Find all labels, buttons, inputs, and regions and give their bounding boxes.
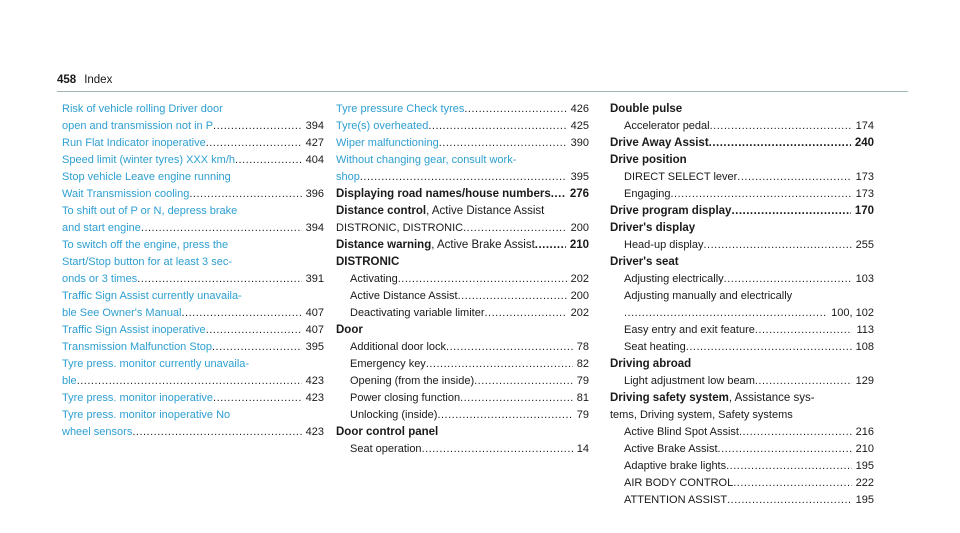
index-entry: [336, 305, 589, 322]
dot-leader: [212, 339, 302, 356]
dot-leader: [437, 407, 572, 424]
index-entry: [610, 339, 874, 356]
index-entry: [62, 424, 324, 441]
page-reference: 216: [855, 426, 874, 438]
entry-text: and start engine: [62, 222, 141, 234]
entry-text: Door control panel: [336, 426, 439, 438]
page-reference: 79: [576, 409, 589, 421]
dot-leader: [458, 288, 567, 305]
index-entry: [336, 254, 589, 271]
page-reference: 200: [570, 290, 589, 302]
index-entry: [610, 237, 874, 254]
index-entry: [62, 407, 324, 424]
entry-text: Accelerator pedal: [624, 120, 710, 132]
index-entry: [610, 169, 874, 186]
entry-text: Wiper malfunctioning: [336, 137, 439, 149]
entry-text: To switch off the engine, press the: [62, 239, 229, 251]
dot-leader: [77, 373, 302, 390]
entry-text: Door: [336, 324, 363, 336]
index-entry: [610, 203, 874, 220]
entry-text: Traffic Sign Assist inoperative: [62, 324, 206, 336]
header-divider: [57, 91, 908, 92]
dot-leader: [206, 135, 302, 152]
entry-text: Adjusting electrically: [624, 273, 724, 285]
entry-text: Adaptive brake lights: [624, 460, 727, 472]
page-reference: 222: [855, 477, 874, 489]
index-entry: [336, 271, 589, 288]
entry-subtext: , Assistance sys-: [728, 392, 815, 404]
dot-leader: [733, 475, 851, 492]
index-entry: [610, 118, 874, 135]
index-entry: [336, 220, 589, 237]
entry-text: Driving safety system: [610, 392, 729, 404]
page-reference: 174: [855, 120, 874, 132]
index-entry: [62, 305, 324, 322]
entry-text: wheel sensors: [62, 426, 133, 438]
entry-text: Emergency key: [350, 358, 426, 370]
entry-text: Easy entry and exit feature: [624, 324, 755, 336]
page-reference: 82: [576, 358, 589, 370]
page-reference: 79: [576, 375, 589, 387]
page-reference: 390: [570, 137, 589, 149]
dot-leader: [213, 390, 302, 407]
index-entry: [336, 356, 589, 373]
entry-text: Transmission Malfunction Stop: [62, 341, 212, 353]
page-reference: 108: [855, 341, 874, 353]
entry-subtext: , Active Distance Assist: [426, 205, 545, 217]
dot-leader: [485, 305, 567, 322]
index-entry: [610, 186, 874, 203]
page-reference: 240: [854, 137, 874, 149]
dot-leader: [739, 424, 852, 441]
index-entry: [62, 390, 324, 407]
index-entry: [610, 441, 874, 458]
page-reference: 425: [570, 120, 589, 132]
entry-text: Adjusting manually and electrically: [624, 290, 793, 302]
dot-leader: [428, 118, 566, 135]
entry-text: Deactivating variable limiter: [350, 307, 485, 319]
dot-leader: [727, 492, 852, 509]
dot-leader: [710, 118, 852, 135]
entry-text: Active Blind Spot Assist: [624, 426, 739, 438]
index-entry: [610, 356, 874, 373]
page-reference: 202: [570, 273, 589, 285]
dot-leader: [474, 373, 573, 390]
entry-text: DISTRONIC: [336, 256, 400, 268]
index-entry: [610, 288, 874, 305]
entry-subtext: , Active Brake Assist: [431, 239, 535, 251]
dot-leader: [718, 441, 852, 458]
page-reference: 255: [855, 239, 874, 251]
index-column-2: [336, 101, 589, 458]
page-reference: 276: [569, 188, 589, 200]
index-entry: [610, 373, 874, 390]
index-entry: [336, 169, 589, 186]
page-reference: 423: [305, 375, 324, 387]
entry-text: Drive program display: [610, 205, 732, 217]
index-entry: [336, 441, 589, 458]
index-entry: [610, 152, 874, 169]
dot-leader: [360, 169, 567, 186]
page-reference: 210: [569, 239, 589, 251]
page-reference: 426: [570, 103, 589, 115]
dot-leader: [189, 186, 301, 203]
index-entry: [62, 101, 324, 118]
entry-text: Seat operation: [350, 443, 422, 455]
index-entry: [336, 101, 589, 118]
index-entry: [610, 322, 874, 339]
index-entry: [610, 424, 874, 441]
index-entry: [336, 186, 589, 203]
index-entry: [336, 152, 589, 169]
entry-text: Wait Transmission cooling: [62, 188, 190, 200]
entry-text: AIR BODY CONTROL: [624, 477, 734, 489]
page-reference: 113: [856, 324, 874, 336]
index-entry: [62, 322, 324, 339]
entry-text: Additional door lock: [350, 341, 447, 353]
index-entry: [610, 220, 874, 237]
index-column-1: [62, 101, 324, 441]
dot-leader: [624, 305, 827, 322]
entry-text: Activating: [350, 273, 398, 285]
entry-text: shop: [336, 171, 360, 183]
index-entry: [62, 203, 324, 220]
page-reference: 103: [855, 273, 874, 285]
index-entry: [610, 271, 874, 288]
index-entry: [62, 118, 324, 135]
index-entry: [336, 339, 589, 356]
dot-leader: [731, 203, 850, 220]
page-reference: 129: [855, 375, 874, 387]
index-entry: [610, 492, 874, 509]
index-entry: [336, 390, 589, 407]
entry-text: onds or 3 times: [62, 273, 138, 285]
page-reference: 81: [576, 392, 589, 404]
index-entry: [610, 458, 874, 475]
page-reference: 195: [855, 494, 874, 506]
index-entry: [62, 135, 324, 152]
entry-text: Active Brake Assist: [624, 443, 718, 455]
page-reference: 202: [570, 307, 589, 319]
dot-leader: [464, 101, 566, 118]
entry-text: Tyre press. monitor inoperative No: [62, 409, 231, 421]
page-reference: 404: [305, 154, 324, 166]
entry-text: Tyre(s) overheated: [336, 120, 429, 132]
dot-leader: [535, 237, 566, 254]
entry-text: Active Distance Assist: [350, 290, 458, 302]
index-entry: [336, 322, 589, 339]
index-entry: [610, 305, 874, 322]
dot-leader: [551, 186, 566, 203]
dot-leader: [463, 220, 567, 237]
entry-text: Drive Away Assist: [610, 137, 709, 149]
page-reference: 407: [305, 324, 324, 336]
index-entry: [610, 135, 874, 152]
page-reference: 394: [305, 120, 324, 132]
index-entry: [336, 424, 589, 441]
page-reference: 173: [855, 188, 874, 200]
index-entry: [336, 118, 589, 135]
index-entry: [610, 254, 874, 271]
dot-leader: [724, 271, 852, 288]
page-reference: 423: [305, 392, 324, 404]
index-entry: [62, 169, 324, 186]
entry-text: Displaying road names/house numbers: [336, 188, 551, 200]
entry-text: Engaging: [624, 188, 671, 200]
dot-leader: [460, 390, 573, 407]
entry-text: ble: [62, 375, 77, 387]
dot-leader: [704, 237, 852, 254]
entry-text: Drive position: [610, 154, 687, 166]
entry-text: Start/Stop button for at least 3 sec-: [62, 256, 232, 268]
page-reference: 396: [305, 188, 324, 200]
entry-text: DIRECT SELECT lever: [624, 171, 738, 183]
entry-text: Driving abroad: [610, 358, 692, 370]
page-reference: 210: [855, 443, 874, 455]
page-header: [57, 74, 112, 86]
entry-text: Unlocking (inside): [350, 409, 438, 421]
index-column-3: [610, 101, 874, 509]
dot-leader: [709, 135, 851, 152]
entry-text: tems, Driving system, Safety systems: [610, 409, 793, 421]
index-entry: [610, 390, 874, 407]
entry-text: Run Flat Indicator inoperative: [62, 137, 206, 149]
index-entry: [336, 237, 589, 254]
dot-leader: [182, 305, 302, 322]
page-reference: 78: [576, 341, 589, 353]
index-entry: [62, 271, 324, 288]
page-reference: 200: [570, 222, 589, 234]
entry-text: Traffic Sign Assist currently unavaila-: [62, 290, 242, 302]
page-reference: 170: [854, 205, 874, 217]
index-entry: [62, 220, 324, 237]
dot-leader: [726, 458, 852, 475]
index-entry: [62, 237, 324, 254]
index-entry: [62, 339, 324, 356]
page-reference: 195: [855, 460, 874, 472]
dot-leader: [137, 271, 301, 288]
entry-text: To shift out of P or N, depress brake: [62, 205, 238, 217]
dot-leader: [141, 220, 302, 237]
page-title: Index: [84, 74, 113, 86]
entry-text: Stop vehicle Leave engine running: [62, 171, 231, 183]
index-entry: [336, 135, 589, 152]
dot-leader: [446, 339, 573, 356]
index-entry: [62, 373, 324, 390]
entry-text: Tyre press. monitor inoperative: [62, 392, 214, 404]
entry-text: Without changing gear, consult work-: [336, 154, 517, 166]
entry-text: Head-up display: [624, 239, 704, 251]
entry-text: Opening (from the inside): [350, 375, 475, 387]
dot-leader: [235, 152, 302, 169]
page-reference: 395: [305, 341, 324, 353]
page-number: 458: [57, 74, 77, 86]
index-entry: [610, 101, 874, 118]
page-reference: 427: [305, 137, 324, 149]
page-reference: 173: [855, 171, 874, 183]
page-reference: 391: [305, 273, 324, 285]
dot-leader: [398, 271, 567, 288]
entry-text: Risk of vehicle rolling Driver door: [62, 103, 223, 115]
entry-text: Tyre press. monitor currently unavaila-: [62, 358, 250, 370]
entry-text: ble See Owner's Manual: [62, 307, 182, 319]
index-entry: [62, 152, 324, 169]
page-reference: 423: [305, 426, 324, 438]
entry-text: Speed limit (winter tyres) XXX km/h: [62, 154, 235, 166]
index-entry: [610, 407, 874, 424]
entry-text: ATTENTION ASSIST: [624, 494, 728, 506]
page-reference: 394: [305, 222, 324, 234]
entry-text: Driver's seat: [610, 256, 679, 268]
dot-leader: [671, 186, 852, 203]
index-entry: [336, 203, 589, 220]
entry-text: Driver's display: [610, 222, 696, 234]
entry-text: Seat heating: [624, 341, 686, 353]
dot-leader: [206, 322, 302, 339]
index-entry: [62, 288, 324, 305]
dot-leader: [737, 169, 851, 186]
page-reference: 407: [305, 307, 324, 319]
entry-text: open and transmission not in P: [62, 120, 214, 132]
index-entry: [336, 373, 589, 390]
page-reference: 100, 102: [831, 307, 874, 319]
index-entry: [610, 475, 874, 492]
index-entry: [62, 254, 324, 271]
dot-leader: [686, 339, 852, 356]
entry-text: DISTRONIC, DISTRONIC: [336, 222, 464, 234]
dot-leader: [132, 424, 301, 441]
entry-text: Tyre pressure Check tyres: [336, 103, 465, 115]
dot-leader: [755, 322, 853, 339]
dot-leader: [426, 356, 573, 373]
page-reference: 395: [570, 171, 589, 183]
dot-leader: [422, 441, 573, 458]
entry-text: Distance warning: [336, 239, 432, 251]
dot-leader: [755, 373, 852, 390]
dot-leader: [213, 118, 302, 135]
page-reference: 14: [576, 443, 589, 455]
entry-text: Light adjustment low beam: [624, 375, 755, 387]
entry-text: Double pulse: [610, 103, 683, 115]
dot-leader: [439, 135, 567, 152]
index-entry: [336, 288, 589, 305]
entry-text: Distance control: [336, 205, 427, 217]
entry-text: Power closing function: [350, 392, 461, 404]
index-entry: [62, 186, 324, 203]
index-entry: [336, 407, 589, 424]
index-entry: [62, 356, 324, 373]
